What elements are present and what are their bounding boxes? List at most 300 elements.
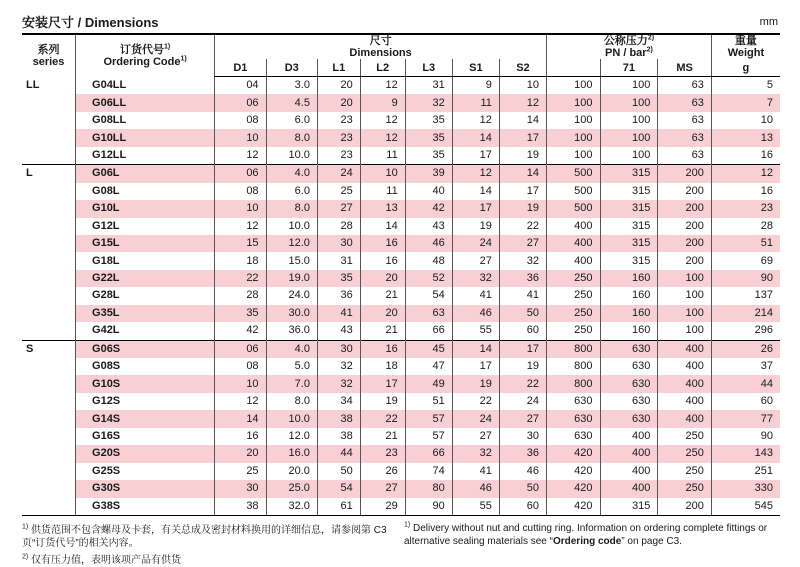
cell-pn-ms: 200 — [658, 498, 712, 516]
cell-pn-71: 400 — [600, 445, 658, 462]
cell-s1: 17 — [452, 200, 499, 217]
cell-pn-71: 315 — [600, 218, 658, 235]
cell-d1: 08 — [215, 358, 266, 375]
cell-pn-71: 630 — [600, 340, 658, 358]
cell-l2: 17 — [360, 375, 405, 392]
cell-weight: 26 — [711, 340, 780, 358]
cell-l2: 14 — [360, 218, 405, 235]
cell-weight: 16 — [711, 183, 780, 200]
cell-l2: 20 — [360, 270, 405, 287]
header-pressure — [547, 34, 712, 59]
cell-l2: 27 — [360, 480, 405, 497]
cell-d3: 10.0 — [266, 147, 317, 165]
cell-l3: 32 — [405, 94, 452, 111]
cell-pn-ms: 63 — [658, 94, 712, 111]
header-pressure-sup-en: 2) — [646, 46, 653, 54]
cell-s1: 32 — [452, 270, 499, 287]
cell-d3: 6.0 — [266, 112, 317, 129]
cell-d3: 12.0 — [266, 428, 317, 445]
cell-s1: 24 — [452, 235, 499, 252]
cell-l2: 9 — [360, 94, 405, 111]
cell-l1: 31 — [317, 252, 360, 269]
cell-s2: 19 — [499, 147, 546, 165]
cell-weight: 44 — [711, 375, 780, 392]
cell-s1: 9 — [452, 77, 499, 95]
cell-s2: 17 — [499, 129, 546, 146]
dimensions-table — [22, 33, 780, 516]
col-header-pn-ms: MS — [658, 59, 712, 77]
cell-l2: 11 — [360, 183, 405, 200]
cell-l3: 51 — [405, 393, 452, 410]
cell-pn-ms: 63 — [658, 147, 712, 165]
ordering-code-cell: G42L — [76, 322, 215, 340]
footnote-2-cn-sup: 2) — [22, 553, 29, 561]
cell-d1: 16 — [215, 428, 266, 445]
cell-pn-ms: 200 — [658, 165, 712, 183]
cell-d1: 14 — [215, 410, 266, 427]
cell-l1: 20 — [317, 94, 360, 111]
cell-s1: 11 — [452, 94, 499, 111]
cell-l2: 12 — [360, 77, 405, 95]
col-header-l3: L3 — [405, 59, 452, 77]
series-cell: L — [22, 165, 76, 183]
header-dimensions — [215, 34, 547, 59]
cell-d3: 3.0 — [266, 77, 317, 95]
cell-weight: 7 — [711, 94, 780, 111]
cell-d1: 06 — [215, 94, 266, 111]
cell-d3: 36.0 — [266, 322, 317, 340]
cell-s1: 12 — [452, 112, 499, 129]
table-row — [22, 218, 780, 235]
ordering-code-cell: G06LL — [76, 94, 215, 111]
cell-s1: 14 — [452, 183, 499, 200]
cell-l1: 27 — [317, 200, 360, 217]
col-header-s1: S1 — [452, 59, 499, 77]
table-row — [22, 287, 780, 304]
cell-pn-ms: 250 — [658, 480, 712, 497]
cell-pn-71: 630 — [600, 410, 658, 427]
cell-l3: 52 — [405, 270, 452, 287]
col-header-weight-unit: g — [711, 59, 780, 77]
ordering-code-cell: G25S — [76, 463, 215, 480]
cell-s1: 55 — [452, 498, 499, 516]
cell-l3: 74 — [405, 463, 452, 480]
header-code-sup-en: 1) — [180, 55, 187, 63]
cell-s2: 36 — [499, 445, 546, 462]
cell-s2: 19 — [499, 358, 546, 375]
cell-pn-ms: 100 — [658, 287, 712, 304]
cell-pn-71: 630 — [600, 393, 658, 410]
cell-l2: 29 — [360, 498, 405, 516]
series-cell — [22, 498, 76, 516]
series-cell — [22, 112, 76, 129]
header-pressure-sup-cn: 2) — [647, 34, 655, 42]
ordering-code-cell: G12LL — [76, 147, 215, 165]
cell-pn-ms: 63 — [658, 129, 712, 146]
cell-d1: 08 — [215, 183, 266, 200]
cell-s1: 19 — [452, 218, 499, 235]
cell-s1: 17 — [452, 358, 499, 375]
cell-pn: 420 — [547, 445, 601, 462]
cell-l2: 21 — [360, 287, 405, 304]
col-header-d3: D3 — [266, 59, 317, 77]
cell-pn-71: 315 — [600, 183, 658, 200]
cell-l2: 11 — [360, 147, 405, 165]
cell-l2: 12 — [360, 112, 405, 129]
cell-l1: 54 — [317, 480, 360, 497]
col-header-l1: L1 — [317, 59, 360, 77]
cell-l1: 38 — [317, 410, 360, 427]
cell-d3: 20.0 — [266, 463, 317, 480]
series-cell: S — [22, 340, 76, 358]
table-row — [22, 375, 780, 392]
cell-l2: 12 — [360, 129, 405, 146]
ordering-code-cell: G18L — [76, 252, 215, 269]
cell-d3: 8.0 — [266, 129, 317, 146]
cell-s2: 10 — [499, 77, 546, 95]
cell-weight: 296 — [711, 322, 780, 340]
cell-s1: 27 — [452, 252, 499, 269]
table-row — [22, 235, 780, 252]
cell-pn: 800 — [547, 340, 601, 358]
cell-l3: 40 — [405, 183, 452, 200]
header-ordering-code — [76, 34, 215, 77]
cell-pn-ms: 250 — [658, 463, 712, 480]
table-body — [22, 77, 780, 516]
cell-l2: 19 — [360, 393, 405, 410]
footnote-1-cn — [22, 524, 392, 550]
table-row — [22, 147, 780, 165]
cell-weight: 143 — [711, 445, 780, 462]
cell-pn-71: 100 — [600, 129, 658, 146]
series-cell — [22, 358, 76, 375]
cell-l2: 20 — [360, 305, 405, 322]
cell-s1: 19 — [452, 375, 499, 392]
cell-l3: 31 — [405, 77, 452, 95]
cell-l2: 10 — [360, 165, 405, 183]
cell-s2: 22 — [499, 375, 546, 392]
cell-l2: 18 — [360, 358, 405, 375]
cell-pn: 100 — [547, 112, 601, 129]
cell-d3: 4.0 — [266, 340, 317, 358]
cell-pn-71: 315 — [600, 252, 658, 269]
cell-pn-71: 400 — [600, 480, 658, 497]
cell-l3: 48 — [405, 252, 452, 269]
table-row — [22, 410, 780, 427]
table-row — [22, 480, 780, 497]
col-header-pn-71: 71 — [600, 59, 658, 77]
table-row — [22, 428, 780, 445]
cell-l1: 44 — [317, 445, 360, 462]
ordering-code-cell: G15L — [76, 235, 215, 252]
series-cell — [22, 218, 76, 235]
cell-d1: 18 — [215, 252, 266, 269]
header-series-cn: 系列 — [37, 43, 60, 56]
cell-l2: 23 — [360, 445, 405, 462]
cell-d3: 8.0 — [266, 393, 317, 410]
cell-weight: 10 — [711, 112, 780, 129]
table-row — [22, 358, 780, 375]
cell-l3: 63 — [405, 305, 452, 322]
cell-l3: 35 — [405, 112, 452, 129]
cell-d3: 24.0 — [266, 287, 317, 304]
cell-pn-71: 100 — [600, 147, 658, 165]
cell-pn-ms: 63 — [658, 77, 712, 95]
cell-d1: 10 — [215, 375, 266, 392]
cell-l1: 25 — [317, 183, 360, 200]
col-header-d1: D1 — [215, 59, 266, 77]
cell-d1: 35 — [215, 305, 266, 322]
cell-weight: 545 — [711, 498, 780, 516]
header-weight-en: Weight — [727, 47, 765, 59]
cell-l1: 41 — [317, 305, 360, 322]
cell-pn-71: 315 — [600, 200, 658, 217]
cell-d1: 12 — [215, 218, 266, 235]
table-row — [22, 305, 780, 322]
cell-pn-ms: 400 — [658, 375, 712, 392]
footnote-1-en-text: Delivery without nut and cutting ring. Information on ordering complete fittings or alternative sealing materials see “ — [404, 523, 768, 547]
cell-s1: 55 — [452, 322, 499, 340]
series-cell — [22, 270, 76, 287]
series-cell — [22, 410, 76, 427]
ordering-code-cell: G08L — [76, 183, 215, 200]
cell-d3: 25.0 — [266, 480, 317, 497]
cell-l3: 39 — [405, 165, 452, 183]
series-cell — [22, 463, 76, 480]
series-cell — [22, 252, 76, 269]
cell-pn-ms: 100 — [658, 270, 712, 287]
cell-d1: 20 — [215, 445, 266, 462]
cell-s2: 27 — [499, 410, 546, 427]
cell-pn: 100 — [547, 94, 601, 111]
ordering-code-cell: G12L — [76, 218, 215, 235]
cell-s1: 41 — [452, 463, 499, 480]
cell-pn: 630 — [547, 393, 601, 410]
cell-s2: 17 — [499, 183, 546, 200]
series-cell — [22, 287, 76, 304]
cell-l1: 30 — [317, 340, 360, 358]
cell-pn: 630 — [547, 410, 601, 427]
cell-l1: 32 — [317, 358, 360, 375]
cell-pn: 250 — [547, 287, 601, 304]
cell-d1: 15 — [215, 235, 266, 252]
cell-l1: 23 — [317, 112, 360, 129]
table-row — [22, 165, 780, 183]
cell-l2: 16 — [360, 252, 405, 269]
cell-pn: 800 — [547, 358, 601, 375]
unit-label: mm — [759, 16, 778, 28]
cell-s2: 60 — [499, 498, 546, 516]
cell-s1: 27 — [452, 428, 499, 445]
cell-pn: 100 — [547, 147, 601, 165]
cell-pn-ms: 200 — [658, 218, 712, 235]
footnote-2-cn-text: 仅有压力值，表明该项产品有供货 — [31, 555, 182, 566]
cell-d1: 30 — [215, 480, 266, 497]
col-header-s2: S2 — [499, 59, 546, 77]
cell-d1: 10 — [215, 129, 266, 146]
cell-l1: 61 — [317, 498, 360, 516]
series-cell — [22, 183, 76, 200]
series-cell — [22, 235, 76, 252]
cell-s1: 46 — [452, 305, 499, 322]
cell-weight: 13 — [711, 129, 780, 146]
cell-pn-ms: 250 — [658, 428, 712, 445]
cell-d1: 06 — [215, 165, 266, 183]
series-cell — [22, 305, 76, 322]
cell-l3: 35 — [405, 147, 452, 165]
cell-d3: 4.0 — [266, 165, 317, 183]
cell-d1: 25 — [215, 463, 266, 480]
ordering-code-cell: G20S — [76, 445, 215, 462]
cell-s1: 22 — [452, 393, 499, 410]
cell-s2: 14 — [499, 112, 546, 129]
series-cell — [22, 94, 76, 111]
ordering-code-cell: G12S — [76, 393, 215, 410]
cell-pn-ms: 400 — [658, 410, 712, 427]
cell-d1: 06 — [215, 340, 266, 358]
cell-s2: 22 — [499, 218, 546, 235]
series-cell — [22, 393, 76, 410]
cell-s2: 41 — [499, 287, 546, 304]
header-code-cn: 订货代号 — [119, 43, 164, 56]
cell-l1: 24 — [317, 165, 360, 183]
cell-d3: 12.0 — [266, 235, 317, 252]
table-row — [22, 445, 780, 462]
series-cell — [22, 445, 76, 462]
series-cell — [22, 147, 76, 165]
cell-s2: 60 — [499, 322, 546, 340]
ordering-code-cell: G35L — [76, 305, 215, 322]
cell-d1: 10 — [215, 200, 266, 217]
cell-s2: 32 — [499, 252, 546, 269]
cell-pn-ms: 200 — [658, 183, 712, 200]
ordering-code-cell: G16S — [76, 428, 215, 445]
cell-pn: 800 — [547, 375, 601, 392]
cell-s2: 50 — [499, 305, 546, 322]
cell-l2: 21 — [360, 428, 405, 445]
header-pressure-en: PN / bar — [605, 47, 647, 59]
cell-pn: 100 — [547, 129, 601, 146]
cell-d3: 19.0 — [266, 270, 317, 287]
cell-s1: 17 — [452, 147, 499, 165]
cell-l1: 30 — [317, 235, 360, 252]
table-row — [22, 129, 780, 146]
cell-weight: 330 — [711, 480, 780, 497]
cell-l2: 21 — [360, 322, 405, 340]
cell-pn: 250 — [547, 322, 601, 340]
ordering-code-cell: G22L — [76, 270, 215, 287]
cell-l3: 35 — [405, 129, 452, 146]
cell-l3: 47 — [405, 358, 452, 375]
cell-pn: 500 — [547, 165, 601, 183]
cell-pn-71: 400 — [600, 463, 658, 480]
header-pressure-cn: 公称压力 — [603, 35, 648, 47]
cell-s1: 32 — [452, 445, 499, 462]
cell-pn-71: 400 — [600, 428, 658, 445]
series-cell — [22, 200, 76, 217]
cell-pn-71: 315 — [600, 498, 658, 516]
ordering-code-cell: G06S — [76, 340, 215, 358]
cell-weight: 69 — [711, 252, 780, 269]
cell-pn: 400 — [547, 235, 601, 252]
cell-s2: 27 — [499, 235, 546, 252]
cell-d3: 15.0 — [266, 252, 317, 269]
cell-s2: 24 — [499, 393, 546, 410]
ordering-code-cell: G08S — [76, 358, 215, 375]
cell-l1: 35 — [317, 270, 360, 287]
cell-l1: 20 — [317, 77, 360, 95]
cell-s1: 12 — [452, 165, 499, 183]
table-row — [22, 94, 780, 111]
cell-weight: 28 — [711, 218, 780, 235]
cell-d1: 04 — [215, 77, 266, 95]
cell-l3: 43 — [405, 218, 452, 235]
cell-pn-ms: 250 — [658, 445, 712, 462]
cell-weight: 37 — [711, 358, 780, 375]
header-dims-en: Dimensions — [349, 47, 412, 59]
ordering-code-cell: G30S — [76, 480, 215, 497]
cell-s1: 24 — [452, 410, 499, 427]
cell-d3: 10.0 — [266, 410, 317, 427]
cell-s2: 46 — [499, 463, 546, 480]
cell-d3: 5.0 — [266, 358, 317, 375]
cell-l1: 32 — [317, 375, 360, 392]
cell-pn-71: 630 — [600, 358, 658, 375]
cell-d3: 32.0 — [266, 498, 317, 516]
header-code-en: Ordering Code — [103, 55, 181, 68]
series-cell — [22, 480, 76, 497]
cell-d3: 16.0 — [266, 445, 317, 462]
series-cell — [22, 375, 76, 392]
cell-d3: 30.0 — [266, 305, 317, 322]
cell-l3: 90 — [405, 498, 452, 516]
cell-weight: 12 — [711, 165, 780, 183]
cell-pn-ms: 200 — [658, 200, 712, 217]
col-header-l2: L2 — [360, 59, 405, 77]
header-series-en: series — [32, 55, 65, 68]
table-row — [22, 77, 780, 95]
cell-l1: 34 — [317, 393, 360, 410]
cell-d3: 6.0 — [266, 183, 317, 200]
cell-pn-ms: 200 — [658, 235, 712, 252]
cell-pn-71: 315 — [600, 235, 658, 252]
cell-l2: 16 — [360, 235, 405, 252]
cell-pn-71: 315 — [600, 165, 658, 183]
table-row — [22, 393, 780, 410]
cell-l1: 43 — [317, 322, 360, 340]
cell-weight: 90 — [711, 270, 780, 287]
ordering-code-cell: G08LL — [76, 112, 215, 129]
table-row — [22, 340, 780, 358]
cell-weight: 251 — [711, 463, 780, 480]
table-row — [22, 183, 780, 200]
cell-weight: 51 — [711, 235, 780, 252]
cell-l3: 45 — [405, 340, 452, 358]
cell-pn: 420 — [547, 463, 601, 480]
header-code-sup-cn: 1) — [163, 43, 171, 51]
cell-pn-71: 100 — [600, 112, 658, 129]
cell-pn: 500 — [547, 183, 601, 200]
cell-pn-ms: 400 — [658, 358, 712, 375]
cell-s2: 19 — [499, 200, 546, 217]
cell-l3: 49 — [405, 375, 452, 392]
cell-l3: 57 — [405, 410, 452, 427]
cell-s1: 41 — [452, 287, 499, 304]
cell-s1: 14 — [452, 129, 499, 146]
cell-l1: 28 — [317, 218, 360, 235]
header-series — [22, 34, 76, 77]
cell-pn-71: 160 — [600, 305, 658, 322]
